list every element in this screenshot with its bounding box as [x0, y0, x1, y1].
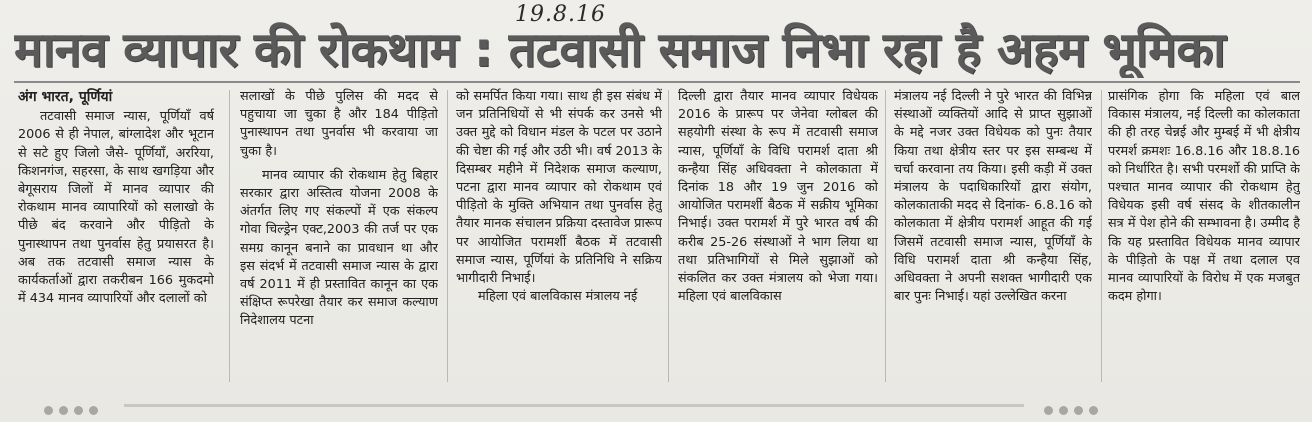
paragraph: तटवासी समाज न्यास, पूर्णियाँ वर्ष 2006 से ही नेपाल, बांग्लादेश और भूटान से सटे हुए जिलो जैसे- पूर्णियाँ, अररिया, किशनगंज, सहरसा, के साथ खगड़िया और बेगूसराय जिलों में मानव व्यापार की रोकथाम मानव व्यापारियों को सलाखो के पीछे बंद करवाने और पीड़ितो के पुनास्थापन तथा पुनर्वास हेतु प्रयासरत है। अब तक तटवासी समाज न्यास के कार्यकर्ताओं द्वारा तकरीबन 166 मुकदमो में 434 मानव व्यापारियों और दलालों को: [18, 109, 214, 307]
footer-rule: [124, 404, 1024, 407]
column-divider: [1101, 90, 1102, 382]
handwritten-date: 19.8.16: [515, 2, 606, 27]
paragraph: मानव व्यापार की रोकथाम हेतु बिहार सरकार द्वारा अस्तित्व योजना 2008 के अंतर्गत लिए गए संकल्पों में एक संकल्प गोवा चिल्ड्रेन एक्ट,2003 की तर्ज पर एक समग्र कानून बनाने का प्रावधान था और इस संदर्भ में तटवासी समाज न्यास के द्वारा वर्ष 2011 में ही प्रस्तावित कानून का एक संक्षिप्त रूपरेखा तैयार कर समाज कल्याण निदेशालय पटना: [240, 167, 438, 329]
headline: मानव व्यापार की रोकथाम : तटवासी समाज निभा रहा है अहम भूमिका: [14, 22, 1226, 78]
article-body: [18, 88, 1300, 388]
article-column-6: [1108, 88, 1300, 388]
article-column-1: [18, 88, 214, 388]
article-column-3: [456, 88, 662, 388]
article-column-4: [678, 88, 878, 388]
headline-underline: [14, 81, 1300, 83]
column-divider: [885, 90, 886, 382]
paragraph: को समर्पित किया गया। साथ ही इस संबंध में जन प्रतिनिधियों से भी संपर्क कर उनसे भी उक्त मुद्दे को विधान मंडल के पटल पर उठाने की चेष्टा की गई और उठी भी। वर्ष 2013 के दिसम्बर महीने में निदेशक समाज कल्याण, पटना द्वारा मानव व्यापार को रोकथाम एवं पीड़ितो के मुक्ति अभियान तथा पुनर्वास हेतु तैयार मानक संचालन प्रक्रिया दस्तावेज प्रारूप पर आयोजित परामर्शी बैठक में तटवासी समाज न्यास, पूर्णियां के प्रतिनिधि ने सक्रिय भागीदारी निभाई।: [456, 89, 662, 287]
article-column-5: [894, 88, 1092, 388]
column-divider: [229, 90, 230, 382]
paragraph: महिला एवं बालविकास मंत्रालय नई: [478, 289, 638, 305]
paragraph: दिल्ली द्वारा तैयार मानव व्यापार विधेयक 2016 के प्रारूप पर जेनेवा ग्लोबल की सहयोगी संस्था के रूप में तटवासी समाज न्यास, पूर्णियाँ के विधि परामर्श दाता श्री कन्हैया सिंह अधिवक्ता ने कोलकाता में दिनांक 18 और 19 जुन 2016 को आयोजित परामर्शी बैठक में सक्रीय भूमिका निभाई। उक्त परामर्श में पुरे भारत वर्ष की करीब 25-26 संस्थाओं ने भाग लिया था तथा प्रतिभागियों से मिले सुझाओं को संकलित कर उक्त मंत्रालय को भेजा गया। महिला एवं बालविकास: [678, 89, 878, 305]
article-column-2: [240, 88, 438, 388]
paragraph: मंत्रालय नई दिल्ली ने पुरे भारत की विभिन्न संस्थाओं व्यक्तियों आदि से प्राप्त सुझाओं के मद्दे नजर उक्त विधेयक को पुनः तैयार किया तथा क्षेत्रीय स्तर पर इस सम्बन्ध में चर्चा करवाना तय किया। इसी कड़ी में उक्त मंत्रालय के पदाधिकारियों द्वारा संयोग, कोलकाताकी मदद से दिनांक- 6.8.16 को कोलकाता में क्षेत्रीय परामर्श आहूत की गई जिसमें तटवासी समाज न्यास, पूर्णियाँ के विधि परामर्श दाता श्री कन्हैया सिंह, अधिवक्ता ने अपनी सशक्त भागीदारी एक बार पुनः निभाई। यहां उल्लेखित करना: [894, 89, 1092, 305]
footer-ornament: [14, 398, 1300, 414]
paragraph: सलाखों के पीछे पुलिस की मदद से पहुचाया जा चुका है और 184 पीड़ितो पुनास्थापन तथा पुनर्वास भी करवाया जा चुका है।: [240, 89, 438, 159]
paragraph: प्रासंगिक होगा कि महिला एवं बाल विकास मंत्रालय, नई दिल्ली का कोलकाता की ही तरह चेन्नई और मुम्बई में भी क्षेत्रीय परमर्श क्रमशः 16.8.16 और 18.8.16 को निर्धारित है। सभी परमर्शो की प्राप्ति के पश्चात मानव व्यापार की रोकथाम हेतु विधेयक इसी वर्ष संसद के शीतकालीन सत्र में पेश होने की सम्भावना है। उम्मीद है कि यह प्रस्तावित विधेयक मानव व्यापार के पीड़ितो के पक्ष में तथा दलाल एव मानव व्यापारियों के विरोध में एक मजबुत कदम होगा।: [1108, 89, 1300, 305]
column-divider: [668, 90, 669, 382]
column-divider: [447, 90, 448, 382]
dateline: अंग भारत, पूर्णियां: [18, 89, 113, 105]
footer-dots-right: [1044, 400, 1104, 419]
footer-dots-left: [44, 400, 104, 419]
